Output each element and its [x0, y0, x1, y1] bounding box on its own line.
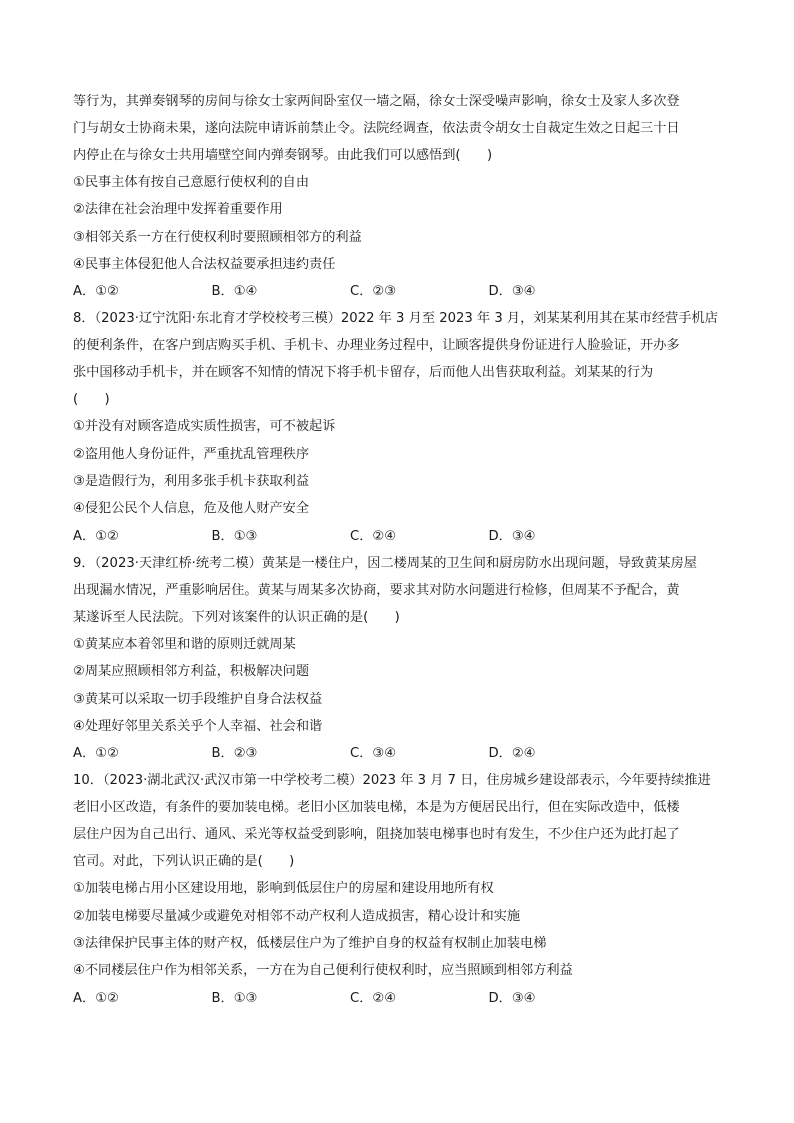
question-stem-line: 8．（2023·辽宁沈阳·东北育才学校校考三模）2022 年 3 月至 2023 年 3 月，刘某某利用其在某市经营手机店: [73, 311, 718, 327]
choice-d: D．②④: [488, 746, 536, 762]
question-8: [73, 305, 723, 549]
option-item: ①民事主体有按自己意愿行使权利的自由: [73, 175, 310, 190]
option-item: ①黄某应本着邻里和谐的原则迁就周某: [73, 636, 296, 652]
question-stem-line: ( ): [73, 392, 110, 408]
option-item: ②法律在社会治理中发挥着重要作用: [73, 202, 283, 218]
option-item: ③法律保护民事主体的财产权，低楼层住户为了维护自身的权益有权制止加装电梯: [73, 936, 547, 952]
choice-d: D．③④: [488, 528, 536, 544]
option-item: ②周某应照顾相邻方利益，积极解决问题: [73, 664, 310, 680]
answer-choices: [73, 985, 723, 1012]
choice-c: C．③④: [350, 746, 397, 762]
question-stem-line: 的便利条件，在客户到店购买手机、手机卡、办理业务过程中，让顾客提供身份证进行人脸验证，开办多: [73, 338, 680, 354]
choice-d: D．③④: [488, 284, 536, 300]
answer-choices: [73, 523, 723, 550]
question-9: [73, 550, 723, 767]
question-10: [73, 767, 723, 1011]
choice-a: A．①②: [73, 746, 119, 762]
choice-d: D．③④: [488, 990, 536, 1006]
choice-c: C．②③: [350, 284, 397, 300]
question-stem-line: 10．（2023·湖北武汉·武汉市第一中学校考二模）2023 年 3 月 7 日，住房城乡建设部表示，今年要持续推进: [73, 773, 711, 789]
choice-a: A．①②: [73, 528, 119, 544]
question-stem-line: 等行为，其弹奏钢琴的房间与徐女士家两间卧室仅一墙之隔，徐女士深受噪声影响，徐女士及家人多次登: [73, 94, 680, 109]
option-item: ④处理好邻里关系关乎个人幸福、社会和谐: [73, 718, 323, 734]
choice-b: B．①③: [211, 528, 258, 544]
option-item: ④侵犯公民个人信息，危及他人财产安全: [73, 501, 310, 517]
question-stem-line: 张中国移动手机卡，并在顾客不知情的情况下将手机卡留存，后而他人出售获取利益。刘某某的行为: [73, 365, 654, 381]
question-stem-line: 门与胡女士协商未果，遂向法院申请诉前禁止令。法院经调查，依法责令胡女士自裁定生效之日起三十日: [73, 121, 680, 136]
option-item: ④民事主体侵犯他人合法权益要承担违约责任: [73, 256, 336, 272]
option-item: ③相邻关系一方在行使权利时要照顾相邻方的利益: [73, 229, 362, 245]
choice-c: C．②④: [350, 990, 397, 1006]
choice-a: A．①②: [73, 990, 119, 1006]
question-stem-line: 9．（2023·天津红桥·统考二模）黄某是一楼住户，因二楼周某的卫生间和厨房防水出现问题，导致黄某房屋: [73, 555, 697, 571]
choice-c: C．②④: [350, 528, 397, 544]
answer-choices: [73, 278, 723, 305]
question-7: [73, 88, 723, 305]
answer-choices: [73, 740, 723, 767]
option-item: ①加装电梯占用小区建设用地，影响到低层住户的房屋和建设用地所有权: [73, 881, 494, 897]
option-item: ②加装电梯要尽量减少或避免对相邻不动产权利人造成损害，精心设计和实施: [73, 908, 521, 924]
question-stem-line: 层住户因为自己出行、通风、采光等权益受到影响，阻挠加装电梯事也时有发生，不少住户还为此打起了: [73, 827, 680, 843]
option-item: ③是造假行为，利用多张手机卡获取利益: [73, 474, 310, 490]
question-stem-line: 出现漏水情况，严重影响居住。黄某与周某多次协商，要求其对防水问题进行检修，但周某不予配合，黄: [73, 582, 680, 598]
option-item: ①并没有对顾客造成实质性损害，可不被起诉: [73, 419, 336, 435]
option-item: ②盗用他人身份证件，严重扰乱管理秩序: [73, 446, 310, 462]
question-stem-line: 老旧小区改造，有条件的要加装电梯。老旧小区加装电梯，本是为方便居民出行，但在实际改造中，低楼: [73, 800, 680, 816]
document-page: [73, 88, 723, 1012]
choice-b: B．①③: [211, 990, 258, 1006]
option-item: ③黄某可以采取一切手段维护自身合法权益: [73, 691, 323, 707]
question-stem-line: 官司。对此，下列认识正确的是( ): [73, 854, 295, 870]
option-item: ④不同楼层住户作为相邻关系，一方在为自己便利行使权利时，应当照顾到相邻方利益: [73, 963, 573, 979]
choice-a: A．①②: [73, 284, 119, 300]
question-stem-line: 内停止在与徐女士共用墙壁空间内弹奏钢琴。由此我们可以感悟到( ): [73, 148, 493, 163]
choice-b: B．①④: [211, 284, 258, 300]
choice-b: B．②③: [211, 746, 258, 762]
question-stem-line: 某遂诉至人民法院。下列对该案件的认识正确的是( ): [73, 609, 400, 625]
